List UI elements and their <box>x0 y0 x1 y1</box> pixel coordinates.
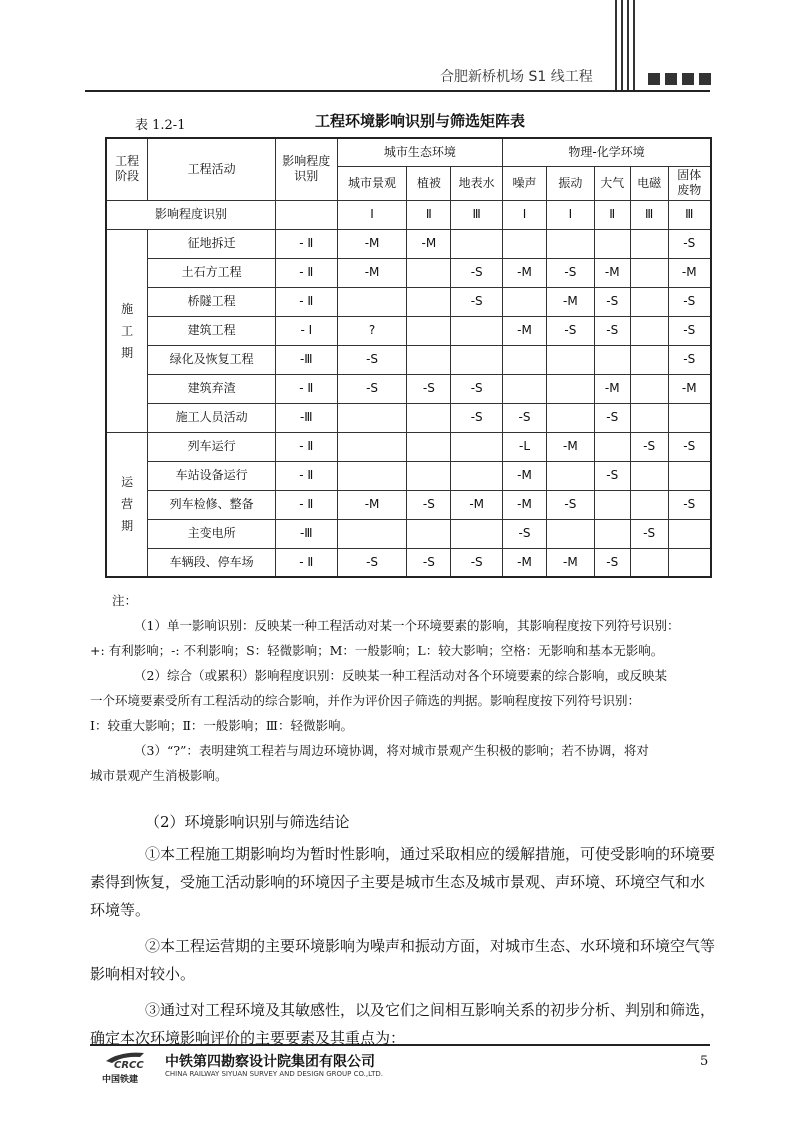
impact-cell: -L <box>503 432 547 461</box>
impact-cell <box>630 287 668 316</box>
impact-cell <box>407 519 451 548</box>
section-subheading: （2）环境影响识别与筛选结论 <box>145 813 350 831</box>
impact-cell <box>546 374 594 403</box>
table-row <box>106 548 711 577</box>
note-1-line-2: +: 有利影响；-: 不利影响；S：轻微影响；M：一般影响；L：较大影响；空格：无影响和基本无影响。 <box>90 643 664 658</box>
impact-cell: ? <box>337 316 407 345</box>
header-stage: 工程 阶段 <box>106 138 148 200</box>
impact-cell: -M <box>668 258 711 287</box>
impact-cell: -S <box>668 316 711 345</box>
header-urban-ecology: 城市生态环境 <box>337 138 502 166</box>
impact-cell <box>503 374 547 403</box>
impact-cell <box>668 519 711 548</box>
impact-cell: -S <box>594 316 630 345</box>
degree-cell: - Ⅱ <box>275 548 337 577</box>
company-name-cn: 中铁第四勘察设计院集团有限公司 <box>165 1054 375 1070</box>
impact-cell: -S <box>451 258 503 287</box>
impact-cell <box>630 490 668 519</box>
degree-row-blank <box>275 200 337 229</box>
table-row <box>106 461 711 490</box>
impact-cell: -M <box>503 461 547 490</box>
table-row <box>106 432 711 461</box>
note-2-line-3: Ⅰ：较重大影响；Ⅱ：一般影响；Ⅲ：轻微影响。 <box>90 718 353 733</box>
header-col-5: 大气 <box>594 166 630 200</box>
impact-cell <box>503 287 547 316</box>
impact-cell: -M <box>337 229 407 258</box>
impact-cell <box>407 258 451 287</box>
impact-cell <box>407 432 451 461</box>
impact-cell <box>668 403 711 432</box>
table-row <box>106 403 711 432</box>
header-col-0: 城市景观 <box>337 166 407 200</box>
activity-cell: 建筑工程 <box>148 316 276 345</box>
impact-cell: -S <box>668 490 711 519</box>
impact-cell <box>407 287 451 316</box>
impact-cell <box>337 403 407 432</box>
impact-cell: -S <box>546 258 594 287</box>
impact-matrix-table <box>105 137 712 578</box>
impact-cell: -M <box>546 287 594 316</box>
degree-value-1: Ⅱ <box>407 200 451 229</box>
impact-cell <box>451 345 503 374</box>
table-row <box>106 258 711 287</box>
impact-cell <box>407 461 451 490</box>
impact-cell <box>407 316 451 345</box>
activity-cell: 建筑弃渣 <box>148 374 276 403</box>
impact-cell <box>546 345 594 374</box>
paragraph-2: ②本工程运营期的主要环境影响为噪声和振动方面，对城市生态、水环境和环境空气等影响相对较小。 <box>90 937 716 983</box>
impact-cell: -S <box>503 519 547 548</box>
activity-cell: 土石方工程 <box>148 258 276 287</box>
impact-cell <box>451 229 503 258</box>
impact-cell: -S <box>451 374 503 403</box>
header-physical-chemical: 物理-化学环境 <box>503 138 711 166</box>
table-row <box>106 490 711 519</box>
impact-cell: -S <box>546 490 594 519</box>
impact-cell <box>451 461 503 490</box>
impact-cell: -M <box>546 548 594 577</box>
note-3-line-1: （3）“?”：表明建筑工程若与周边环境协调，将对城市景观产生积极的影响；若不协调，将对 <box>134 743 649 758</box>
activity-cell: 桥隧工程 <box>148 287 276 316</box>
activity-cell: 车辆段、停车场 <box>148 548 276 577</box>
crcc-logo <box>100 1049 160 1085</box>
table-number: 表 1.2-1 <box>135 118 186 133</box>
impact-cell: -S <box>594 403 630 432</box>
degree-cell: - Ⅱ <box>275 287 337 316</box>
impact-cell: -M <box>594 258 630 287</box>
table-row <box>106 229 711 258</box>
impact-cell: -M <box>594 374 630 403</box>
header-activity: 工程活动 <box>148 138 276 200</box>
note-3-line-2: 城市景观产生消极影响。 <box>90 768 228 783</box>
impact-cell: -S <box>668 432 711 461</box>
table-row <box>106 316 711 345</box>
impact-cell: -S <box>630 432 668 461</box>
degree-cell: - Ⅰ <box>275 316 337 345</box>
stage-label: 施 工 期 <box>106 229 148 432</box>
impact-cell: -S <box>407 490 451 519</box>
header-rule <box>85 90 710 92</box>
impact-cell <box>503 345 547 374</box>
header-degree: 影响程度 识别 <box>275 138 337 200</box>
impact-cell: -S <box>503 403 547 432</box>
impact-cell <box>337 519 407 548</box>
degree-value-2: Ⅲ <box>451 200 503 229</box>
company-name-en: CHINA RAILWAY SIYUAN SURVEY AND DESIGN GROUP CO.,LTD. <box>165 1070 383 1078</box>
impact-cell: -S <box>451 287 503 316</box>
header-col-6: 电磁 <box>630 166 668 200</box>
activity-cell: 车站设备运行 <box>148 461 276 490</box>
impact-cell <box>337 287 407 316</box>
impact-cell <box>546 519 594 548</box>
degree-value-6: Ⅲ <box>630 200 668 229</box>
impact-cell <box>337 461 407 490</box>
impact-cell: -M <box>668 374 711 403</box>
header-decorative-squares <box>648 70 716 89</box>
table-row <box>106 519 711 548</box>
impact-cell <box>630 229 668 258</box>
header-col-7: 固体 废物 <box>668 166 711 200</box>
impact-cell <box>503 229 547 258</box>
impact-cell: -M <box>503 258 547 287</box>
impact-cell <box>668 461 711 490</box>
degree-cell: - Ⅱ <box>275 374 337 403</box>
impact-cell: -S <box>668 287 711 316</box>
degree-cell: -Ⅲ <box>275 345 337 374</box>
impact-cell: -S <box>337 548 407 577</box>
degree-cell: -Ⅲ <box>275 403 337 432</box>
activity-cell: 绿化及恢复工程 <box>148 345 276 374</box>
activity-cell: 施工人员活动 <box>148 403 276 432</box>
impact-cell: -M <box>451 490 503 519</box>
degree-row-label: 影响程度识别 <box>106 200 275 229</box>
impact-cell <box>630 461 668 490</box>
impact-cell: -M <box>407 229 451 258</box>
table-notes <box>90 588 712 788</box>
impact-cell: -M <box>546 432 594 461</box>
impact-cell: -S <box>594 461 630 490</box>
impact-cell: -M <box>503 316 547 345</box>
activity-cell: 征地拆迁 <box>148 229 276 258</box>
impact-cell: -M <box>337 490 407 519</box>
activity-cell: 列车运行 <box>148 432 276 461</box>
degree-value-0: Ⅰ <box>337 200 407 229</box>
degree-cell: - Ⅱ <box>275 490 337 519</box>
impact-cell: -S <box>337 374 407 403</box>
table-row <box>106 374 711 403</box>
impact-cell <box>630 403 668 432</box>
impact-cell <box>546 461 594 490</box>
activity-cell: 主变电所 <box>148 519 276 548</box>
degree-cell: - Ⅱ <box>275 229 337 258</box>
impact-cell <box>407 403 451 432</box>
impact-cell: -M <box>337 258 407 287</box>
impact-cell: -S <box>594 287 630 316</box>
impact-cell <box>451 316 503 345</box>
degree-cell: - Ⅱ <box>275 258 337 287</box>
table-row <box>106 345 711 374</box>
impact-cell <box>407 345 451 374</box>
table-row <box>106 287 711 316</box>
impact-cell: -M <box>503 548 547 577</box>
impact-cell: -S <box>668 345 711 374</box>
notes-label: 注： <box>112 593 138 608</box>
impact-cell <box>594 229 630 258</box>
footer-rule <box>90 1044 710 1046</box>
body-text <box>90 808 715 1052</box>
degree-value-3: Ⅰ <box>503 200 547 229</box>
degree-cell: - Ⅱ <box>275 432 337 461</box>
impact-cell <box>630 316 668 345</box>
impact-cell <box>594 490 630 519</box>
impact-cell <box>630 258 668 287</box>
impact-cell: -S <box>451 403 503 432</box>
impact-cell <box>546 403 594 432</box>
table-title: 工程环境影响识别与筛选矩阵表 <box>314 112 525 130</box>
impact-cell <box>668 548 711 577</box>
paragraph-1: ①本工程施工期影响均为暂时性影响，通过采取相应的缓解措施，可使受影响的环境要素得到恢复，受施工活动影响的环境因子主要是城市生态及城市景观、声环境、环境空气和水环境等。 <box>90 845 716 919</box>
impact-cell <box>594 432 630 461</box>
impact-cell: -S <box>407 548 451 577</box>
impact-cell: -S <box>337 345 407 374</box>
impact-cell <box>337 432 407 461</box>
svg-text:CRCC: CRCC <box>114 1060 144 1071</box>
impact-cell: -S <box>630 519 668 548</box>
header-project-title: 合肥新桥机场 S1 线工程 <box>440 69 593 85</box>
note-2-line-2: 一个环境要素受所有工程活动的综合影响，并作为评价因子筛选的判据。影响程度按下列符号识别： <box>90 693 641 708</box>
note-2-line-1: （2）综合（或累积）影响程度识别：反映某一种工程活动对各个环境要素的综合影响，或反映某 <box>134 668 667 683</box>
impact-cell <box>451 432 503 461</box>
note-1-line-1: （1）单一影响识别：反映某一种工程活动对某一个环境要素的影响，其影响程度按下列符号识别： <box>134 618 680 633</box>
degree-value-5: Ⅱ <box>594 200 630 229</box>
paragraph-3: ③通过对工程环境及其敏感性，以及它们之间相互影响关系的初步分析、判别和筛选，确定本次环境影响评价的主要要素及其重点为： <box>90 1001 716 1047</box>
impact-cell: -M <box>503 490 547 519</box>
impact-cell: -S <box>594 548 630 577</box>
header-col-4: 振动 <box>546 166 594 200</box>
impact-cell: -S <box>407 374 451 403</box>
page-number: 5 <box>700 1054 709 1069</box>
stage-label: 运 营 期 <box>106 432 148 577</box>
header-col-3: 噪声 <box>503 166 547 200</box>
activity-cell: 列车检修、整备 <box>148 490 276 519</box>
impact-cell <box>594 345 630 374</box>
impact-cell <box>630 548 668 577</box>
impact-cell: -S <box>668 229 711 258</box>
degree-cell: -Ⅲ <box>275 519 337 548</box>
impact-cell <box>546 229 594 258</box>
header-col-2: 地表水 <box>451 166 503 200</box>
svg-text:中国铁建: 中国铁建 <box>102 1075 139 1085</box>
impact-cell <box>594 519 630 548</box>
impact-cell: -S <box>451 548 503 577</box>
impact-cell <box>630 345 668 374</box>
degree-value-7: Ⅲ <box>668 200 711 229</box>
impact-cell <box>630 374 668 403</box>
header-col-1: 植被 <box>407 166 451 200</box>
impact-cell: -S <box>546 316 594 345</box>
degree-value-4: Ⅰ <box>546 200 594 229</box>
impact-cell <box>451 519 503 548</box>
degree-cell: - Ⅱ <box>275 461 337 490</box>
